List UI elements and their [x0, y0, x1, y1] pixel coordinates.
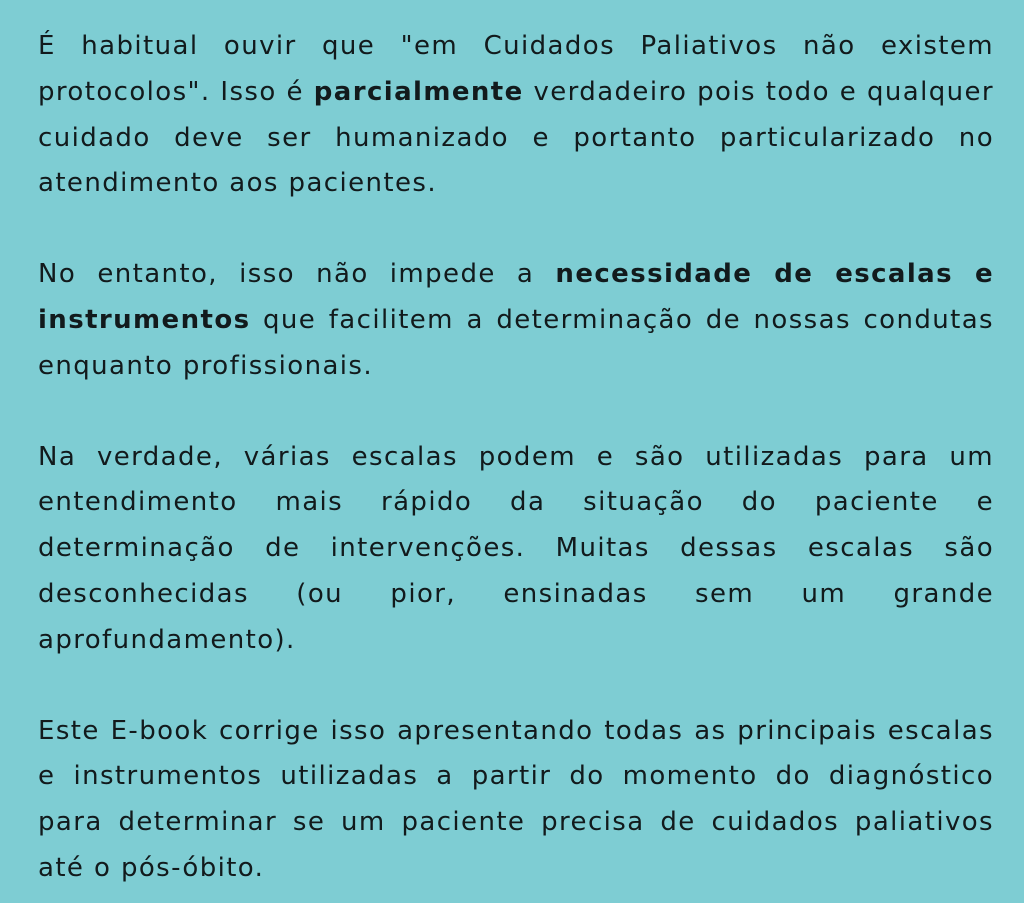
paragraph-text: Este E-book corrige isso apresentando todas as principais escalas e instrumentos utilizadas a partir do momento do diagnóstico para determinar se um paciente precisa de cuidados paliativos até o pós-óbito.: [38, 715, 994, 883]
paragraph-text: Na verdade, várias escalas podem e são utilizadas para um entendimento mais rápido da situação do paciente e determinação de intervenções. Muitas dessas escalas são desconhecidas (ou pior, ensinadas sem um grande aprofundamento).: [38, 441, 994, 655]
emphasis-scales-instruments: necessidade de escalas e instrumentos: [38, 259, 994, 335]
paragraph-text: que facilitem a determinação de nossas condutas enquanto profissionais.: [38, 304, 994, 381]
paragraph-scales-usage: [38, 435, 994, 664]
paragraph-text: No entanto, isso não impede a: [38, 259, 556, 290]
paragraph-text: verdadeiro pois todo e qualquer cuidado deve ser humanizado e portanto particularizado no atendimento aos pacientes.: [38, 76, 994, 199]
paragraph-protocols: [38, 24, 994, 207]
paragraph-text: É habitual ouvir que "em Cuidados Paliativos não existem protocolos". Isso é: [38, 31, 994, 107]
paragraph-scales-need: [38, 252, 994, 389]
emphasis-parcialmente: parcialmente: [313, 76, 524, 107]
paragraph-ebook-purpose: [38, 709, 994, 892]
